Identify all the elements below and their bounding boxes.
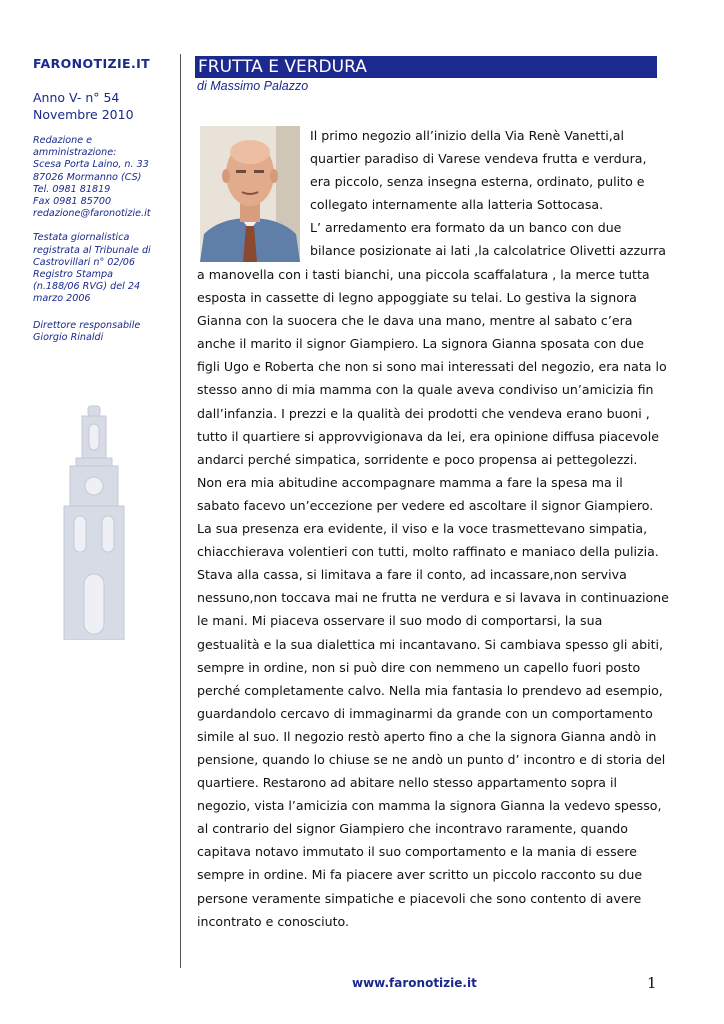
text-line: perché completamente calvo. Nella mia fantasia lo prendevo ad esempio, [197, 682, 663, 698]
text-line: chiacchierava volentieri con tutti, molto raffinato e maniaco della pulizia. [197, 544, 659, 560]
text-line: Stava alla cassa, si limitava a fare il conto, ad incassare,non serviva [197, 567, 627, 583]
editorial-line: 87026 Mormanno (CS) [33, 171, 142, 183]
text-line: era piccolo, senza insegna esterna, ordinato, pulito e [310, 174, 645, 190]
text-line: figli Ugo e Roberta che non si sono mai interessati del negozio, era nata lo [197, 359, 667, 375]
text-line: stesso anno di mia mamma con la quale aveva condiviso un’amicizia fin [197, 382, 654, 398]
text-line: La sua presenza era evidente, il viso e la voce trasmettevano simpatia, [197, 521, 648, 537]
text-line: dall’infanzia. I prezzi e la qualità dei prodotti che vendeva erano buoni , [197, 405, 650, 421]
text-line: pensione, quando lo chiuse se ne andò un punto d’ incontro e di storia del [197, 751, 666, 767]
text-line: le mani. Mi piaceva osservare il suo modo di comportarsi, la sua [197, 613, 603, 629]
text-line: esposta in cassette di legno appoggiate su telai. Lo gestiva la signora [197, 290, 637, 306]
brand-name: FARONOTIZIE.IT [33, 56, 151, 71]
text-line: sabato facevo un’eccezione per vedere ed ascoltare il signor Giampiero. [197, 497, 654, 513]
text-line: gestualità e la sua dialettica mi incantavano. Si cambiava spesso gli abiti, [197, 636, 664, 652]
text-line: capitava notavo immutato il suo comportamento e la mania di essere [197, 844, 638, 860]
issue-date: Novembre 2010 [33, 107, 134, 122]
text-line: bilance posizionate ai lati ,la calcolatrice Olivetti azzurra [310, 243, 666, 259]
issue-info [33, 89, 173, 123]
text-line: negozio, vista l’amicizia con mamma la signora Gianna la vedevo spesso, [197, 798, 662, 814]
issue-number: Anno V- n° 54 [33, 90, 120, 105]
director-label: Direttore responsabile [33, 319, 141, 331]
article-lead-text [310, 124, 665, 263]
text-line: simile al suo. Il negozio restò aperto fino a che la signora Gianna andò in [197, 728, 657, 744]
text-line: Non era mia abitudine accompagnare mamma a fare la spesa ma il [197, 474, 623, 490]
editorial-line: Scesa Porta Laino, n. 33 [33, 159, 149, 171]
column-divider [180, 54, 181, 968]
editorial-line: Fax 0981 85700 [33, 196, 112, 208]
registry-info [33, 232, 173, 305]
page-number: 1 [647, 974, 657, 992]
director-info [33, 320, 173, 344]
author-portrait [200, 126, 300, 262]
registry-line: (n.188/06 RVG) del 24 [33, 281, 141, 293]
editorial-office-info [33, 135, 173, 220]
masthead-sidebar [33, 56, 173, 344]
text-line: sempre in ordine. Mi fa piacere aver scritto un piccolo racconto su due [197, 867, 643, 883]
editorial-line: amministrazione: [33, 147, 117, 159]
editorial-email: redazione@faronotizie.it [33, 208, 151, 220]
text-line: nessuno,non toccava mai ne frutta ne verdura e si lavava in continuazione [197, 590, 669, 606]
text-line: Il primo negozio all’inizio della Via Renè Vanetti,al [310, 128, 624, 143]
registry-line: registrata al Tribunale di [33, 244, 151, 256]
registry-line: marzo 2006 [33, 293, 91, 305]
text-line: guardandolo cercavo di immaginarmi da grande con un comportamento [197, 705, 653, 721]
article-body-text [197, 263, 667, 933]
editorial-line: Tel. 0981 81819 [33, 183, 111, 195]
footer-website-link[interactable]: www.faronotizie.it [352, 976, 477, 990]
text-line: sempre in ordine, non si può dire con nemmeno un capello fuori posto [197, 659, 641, 675]
text-line: andarci perché simpatica, sorridente e poco propensa ai pettegolezzi. [197, 451, 638, 467]
text-line: anche il marito il signor Giampiero. La signora Gianna sposata con due [197, 336, 645, 352]
text-line: quartier paradiso di Varese vendeva frutta e verdura, [310, 151, 647, 167]
text-line: collegato internamente alla latteria Sottocasa. [310, 197, 604, 213]
text-line: L’ arredamento era formato da un banco con due [310, 220, 622, 236]
director-name: Giorgio Rinaldi [33, 331, 104, 343]
text-line: persone veramente simpatiche e piacevoli che sono contento di avere [197, 890, 642, 906]
registry-line: Testata giornalistica [33, 232, 130, 244]
text-line: tutto il quartiere si approvvigionava da lei, era opinione diffusa piacevole [197, 428, 660, 444]
article-byline: di Massimo Palazzo [197, 79, 309, 93]
text-line: incontrato e conosciuto. [197, 913, 350, 929]
editorial-line: Redazione e [33, 135, 93, 146]
registry-line: Registro Stampa [33, 269, 113, 281]
text-line: Gianna con la suocera che le dava una mano, mentre al sabato c’era [197, 313, 633, 329]
text-line: al contrario del signor Giampiero che incontravo raramente, quando [197, 821, 628, 837]
registry-line: Castrovillari n° 02/06 [33, 256, 135, 268]
text-line: a manovella con i tasti bianchi, una piccola scaffalatura , la merce tutta [197, 267, 650, 282]
bell-tower-watermark [54, 404, 134, 640]
text-line: quartiere. Restarono ad abitare nello stesso appartamento sopra il [197, 775, 617, 791]
article-title: FRUTTA E VERDURA [195, 56, 657, 78]
